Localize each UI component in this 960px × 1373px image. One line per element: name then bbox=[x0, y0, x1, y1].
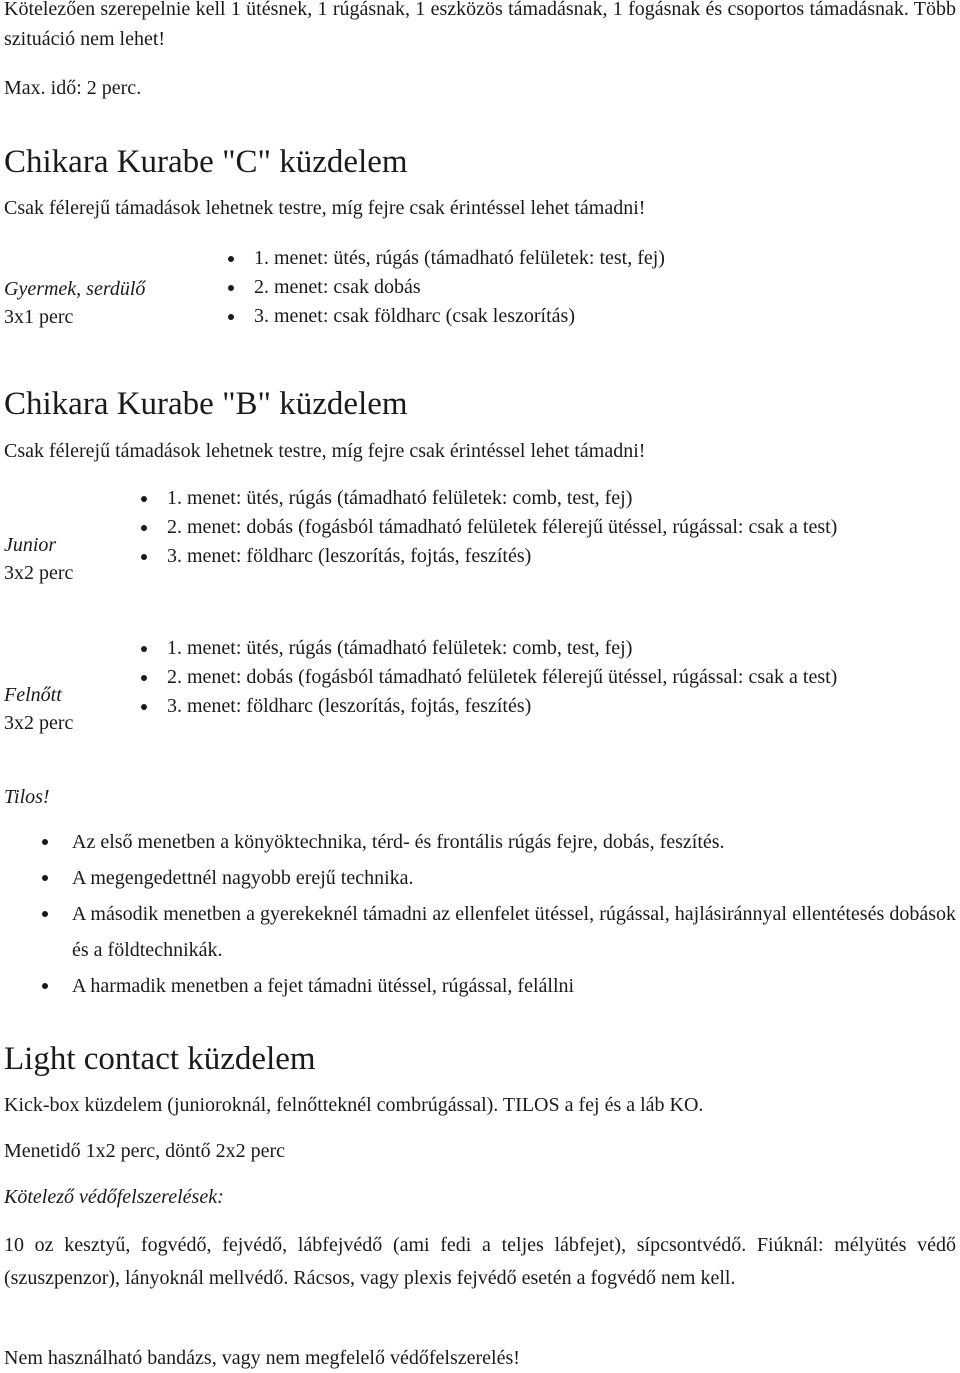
section-b-title: Chikara Kurabe "B" küzdelem bbox=[4, 386, 408, 422]
light-contact-desc: Kick-box küzdelem (junioroknál, felnőtteknél combrúgással). TILOS a fej és a láb KO. bbox=[4, 1094, 704, 1116]
round-item: 2. menet: dobás (fogásból támadható felületek félerejű ütéssel, rúgással: csak a test) bbox=[167, 663, 955, 692]
forbidden-item: A megengedettnél nagyobb erejű technika. bbox=[72, 860, 956, 896]
round-list bbox=[254, 244, 954, 331]
round-item: 1. menet: ütés, rúgás (támadható felületek: comb, test, fej) bbox=[167, 484, 955, 513]
category-label: Gyermek, serdülő bbox=[4, 278, 146, 300]
section-c-title: Chikara Kurabe "C" küzdelem bbox=[4, 144, 408, 180]
round-item: 3. menet: földharc (leszorítás, fojtás, feszítés) bbox=[167, 692, 955, 721]
equipment-warning: Nem használható bandázs, vagy nem megfelelő védőfelszerelés! bbox=[4, 1347, 520, 1369]
round-list bbox=[167, 634, 955, 721]
round-item: 1. menet: ütés, rúgás (támadható felületek: comb, test, fej) bbox=[167, 634, 955, 663]
intro-requirements: Kötelezően szerepelnie kell 1 ütésnek, 1 rúgásnak, 1 eszközös támadásnak, 1 fogásnak és csoportos támadásnak. Több szituáció nem lehet! bbox=[4, 0, 956, 50]
equipment-text: 10 oz kesztyű, fogvédő, fejvédő, lábfejvédő (ami fedi a teljes lábfejet), sípcsontvédő. Fiúknál: mélyütés védő (szuszpenzor), lányoknál mellvédő. Rácsos, vagy plexis fejvédő esetén a fogvédő nem kell. bbox=[4, 1234, 956, 1289]
round-list bbox=[167, 484, 955, 571]
forbidden-item: Az első menetben a könyöktechnika, térd- és frontális rúgás fejre, dobás, feszítés. bbox=[72, 824, 956, 860]
duration-label: 3x1 perc bbox=[4, 306, 74, 328]
forbidden-item: A harmadik menetben a fejet támadni ütéssel, rúgással, felállni bbox=[72, 968, 956, 1004]
round-item: 1. menet: ütés, rúgás (támadható felületek: test, fej) bbox=[254, 244, 954, 273]
light-contact-time: Menetidő 1x2 perc, döntő 2x2 perc bbox=[4, 1140, 286, 1162]
round-item: 3. menet: csak földharc (csak leszorítás) bbox=[254, 302, 954, 331]
light-contact-title: Light contact küzdelem bbox=[4, 1041, 316, 1077]
equipment-label: Kötelező védőfelszerelések: bbox=[4, 1186, 224, 1208]
duration-label: 3x2 perc bbox=[4, 712, 74, 734]
category-label: Junior bbox=[4, 534, 57, 556]
forbidden-item: A második menetben a gyerekeknél támadni az ellenfelet ütéssel, rúgással, hajlásiránnyal ellentétesés dobások és a földtechnikák. bbox=[72, 896, 956, 968]
round-item: 3. menet: földharc (leszorítás, fojtás, feszítés) bbox=[167, 542, 955, 571]
forbidden-label: Tilos! bbox=[4, 786, 50, 808]
section-c-note: Csak félerejű támadások lehetnek testre, míg fejre csak érintéssel lehet támadni! bbox=[4, 197, 646, 219]
section-b-note: Csak félerejű támadások lehetnek testre, míg fejre csak érintéssel lehet támadni! bbox=[4, 440, 646, 462]
round-item: 2. menet: csak dobás bbox=[254, 273, 954, 302]
round-item: 2. menet: dobás (fogásból támadható felületek félerejű ütéssel, rúgással: csak a test) bbox=[167, 513, 955, 542]
forbidden-list bbox=[72, 824, 956, 1004]
duration-label: 3x2 perc bbox=[4, 562, 74, 584]
category-label: Felnőtt bbox=[4, 684, 62, 706]
intro-time: Max. idő: 2 perc. bbox=[4, 77, 142, 99]
